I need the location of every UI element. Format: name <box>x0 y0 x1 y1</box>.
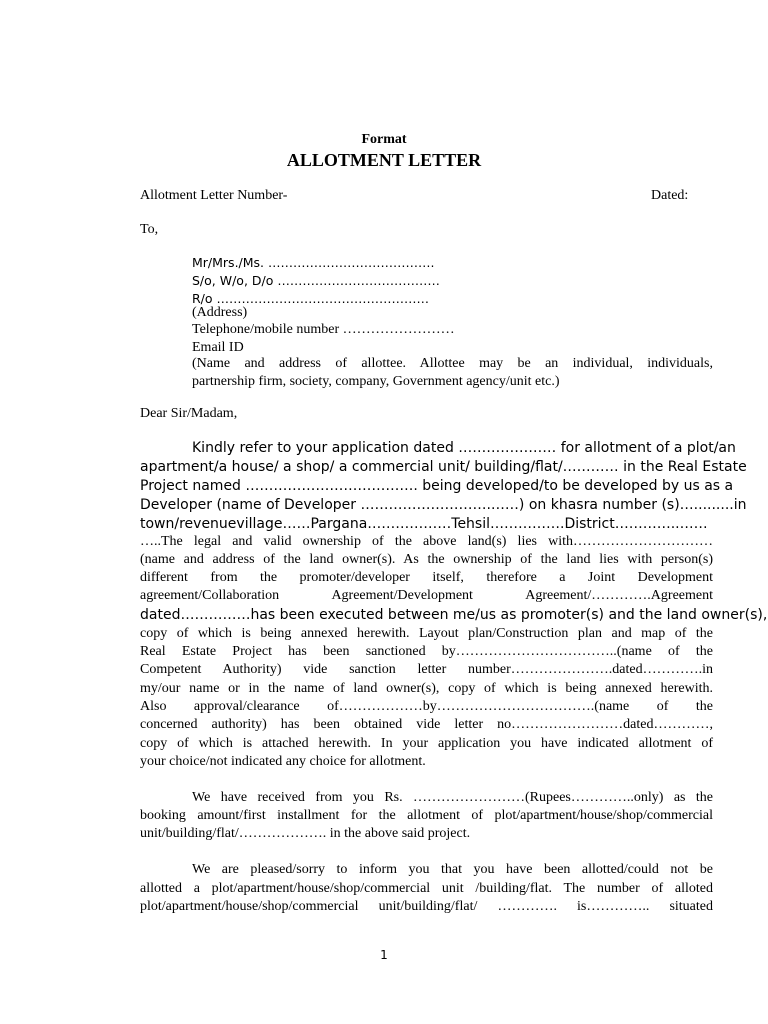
addressee-residence-line: R/o …………………………………………… <box>192 291 430 306</box>
paragraph-1-line: copy of which is attached herewith. In your application you have indicated allotment of <box>140 736 713 751</box>
paragraph-1-line: Competent Authority) vide sanction letter number………………….dated………….in <box>140 662 713 677</box>
paragraph-1-line: Developer (name of Developer ……………………….……) on khasra number (s)….........in <box>140 497 747 513</box>
paragraph-1-line: town/revenuevillage……Pargana………………Tehsil…………….District…………..…… <box>140 516 708 532</box>
format-label: Format <box>361 132 407 147</box>
paragraph-1-line: Also approval/clearance of………………by…………………………….(name of the <box>140 699 713 714</box>
addressee-name-line: Mr/Mrs./Ms. …………………………………. <box>192 255 435 270</box>
paragraph-1-line: my/our name or in the name of land owner(s), copy of which is being annexed herewith. <box>140 681 713 696</box>
page-number: 1 <box>380 948 388 962</box>
paragraph-1-line: agreement/Collaboration Agreement/Development Agreement/………….Agreement <box>140 588 713 603</box>
dated-label: Dated: <box>651 188 689 203</box>
paragraph-1-line: copy of which is being annexed herewith. Layout plan/Construction plan and map of the <box>140 626 713 641</box>
addressee-note-line: (Name and address of allottee. Allottee may be an individual, individuals, <box>192 356 713 371</box>
paragraph-1-line: apartment/a house/ a shop/ a commercial unit/ building/flat/………… in the Real Estate <box>140 459 747 475</box>
paragraph-1-line: different from the promoter/developer itself, therefore a Joint Development <box>140 570 713 585</box>
letter-number-label: Allotment Letter Number- <box>140 188 288 203</box>
paragraph-1-line: (name and address of the land owner(s). As the ownership of the land lies with person(s) <box>140 552 713 567</box>
paragraph-2-line: booking amount/first installment for the allotment of plot/apartment/house/shop/commercial <box>140 808 713 823</box>
paragraph-1-line: your choice/not indicated any choice for allotment. <box>140 754 426 769</box>
to-label: To, <box>140 222 159 237</box>
document-title: ALLOTMENT LETTER <box>286 150 482 170</box>
addressee-relation-line: S/o, W/o, D/o ………………………………… <box>192 273 440 288</box>
addressee-note-line: partnership firm, society, company, Government agency/unit etc.) <box>192 374 560 389</box>
paragraph-1-line: Kindly refer to your application dated ………………… for allotment of a plot/an <box>192 440 736 456</box>
paragraph-3-line: plot/apartment/house/shop/commercial unit/building/flat/ …………. is………….. situated <box>140 899 713 914</box>
addressee-email-line: Email ID <box>192 340 244 355</box>
paragraph-1-line: …..The legal and valid ownership of the above land(s) lies with………………………… <box>140 534 713 549</box>
paragraph-1-line: dated……………has been executed between me/us as promoter(s) and the land owner(s), <box>140 607 768 623</box>
paragraph-1-line: Real Estate Project has been sanctioned by……………………………..(name of the <box>140 644 713 659</box>
salutation: Dear Sir/Madam, <box>140 406 238 421</box>
paragraph-1-line: concerned authority) has been obtained vide letter no……………………dated…………, <box>140 717 713 732</box>
paragraph-2-line: We have received from you Rs. ……………………(Rupees…………..only) as the <box>192 790 713 805</box>
paragraph-3-line: We are pleased/sorry to inform you that you have been allotted/could not be <box>192 862 713 877</box>
addressee-telephone-line: Telephone/mobile number …………………… <box>192 322 455 337</box>
paragraph-2-line: unit/building/flat/………………. in the above said project. <box>140 826 471 841</box>
paragraph-3-line: allotted a plot/apartment/house/shop/commercial unit /building/flat. The number of alloted <box>140 881 713 896</box>
paragraph-1-line: Project named ………………………………. being developed/to be developed by us as a <box>140 478 734 494</box>
addressee-address-line: (Address) <box>192 305 248 320</box>
